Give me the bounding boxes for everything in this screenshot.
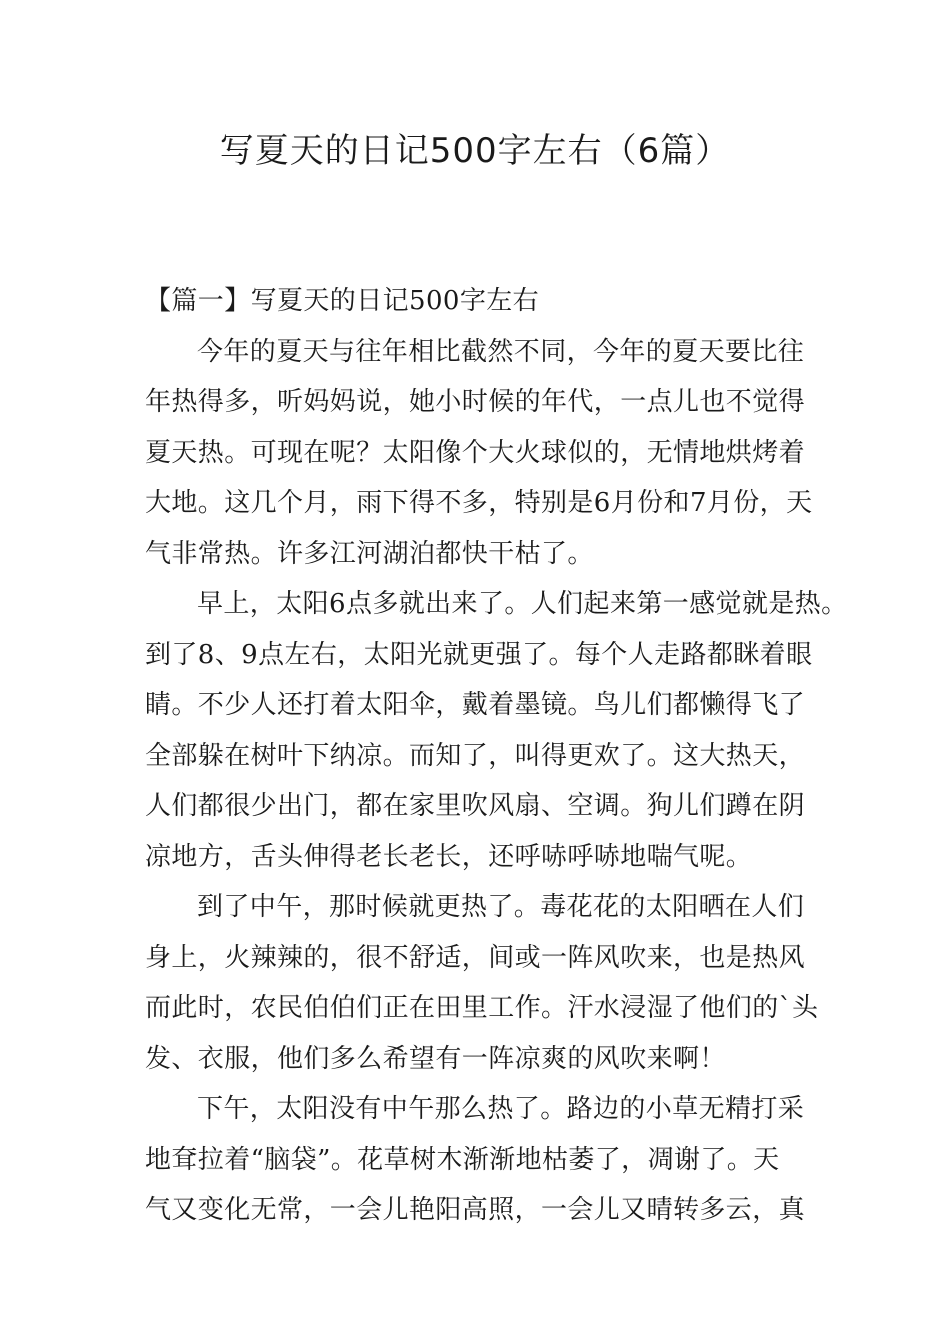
paragraph-1-line: 今年的夏天与往年相比截然不同，今年的夏天要比往 [197, 336, 805, 367]
paragraph-2-line: 早上，太阳6点多就出来了。人们起来第一感觉就是热。 [197, 589, 848, 619]
paragraph-1-line: 大地。这几个月，雨下得不多，特别是6月份和7月份，天 [145, 488, 813, 518]
paragraph-1-line: 夏天热。可现在呢？太阳像个大火球似的，无情地烘烤着 [145, 437, 806, 468]
paragraph-2-line: 睛。不少人还打着太阳伞，戴着墨镜。鸟儿们都懒得飞了 [145, 690, 806, 720]
section-heading: 【篇一】写夏天的日记500字左右 [145, 286, 540, 316]
paragraph-1-line: 年热得多，听妈妈说，她小时候的年代，一点儿也不觉得 [145, 387, 806, 417]
paragraph-3-line: 到了中午，那时候就更热了。毒花花的太阳晒在人们 [197, 892, 805, 922]
document-body [145, 276, 848, 1236]
paragraph-3-line: 而此时，农民伯伯们正在田里工作。汗水浸湿了他们的`头 [145, 993, 819, 1023]
paragraph-2-line: 全部躲在树叶下纳凉。而知了，叫得更欢了。这大热天， [145, 740, 806, 771]
paragraph-2-line: 凉地方，舌头伸得老长老长，还呼哧呼哧地喘气呢。 [145, 841, 753, 872]
paragraph-3-line: 身上，火辣辣的，很不舒适，间或一阵风吹来，也是热风 [145, 942, 806, 973]
paragraph-2-line: 到了8、9点左右，太阳光就更强了。每个人走路都眯着眼 [145, 639, 813, 670]
paragraph-4-line: 地耷拉着“脑袋”。花草树木渐渐地枯萎了，凋谢了。天 [145, 1144, 780, 1175]
document-title: 写夏天的日记500字左右（6篇） [219, 131, 731, 171]
paragraph-4-line: 下午，太阳没有中午那么热了。路边的小草无精打采 [197, 1094, 805, 1124]
paragraph-2-line: 人们都很少出门，都在家里吹风扇、空调。狗儿们蹲在阴 [145, 791, 806, 821]
paragraph-4-line: 气又变化无常，一会儿艳阳高照，一会儿又晴转多云，真 [145, 1195, 806, 1225]
paragraph-1-line: 气非常热。许多江河湖泊都快干枯了。 [145, 538, 594, 569]
paragraph-3-line: 发、衣服，他们多么希望有一阵凉爽的风吹来啊！ [145, 1043, 726, 1074]
